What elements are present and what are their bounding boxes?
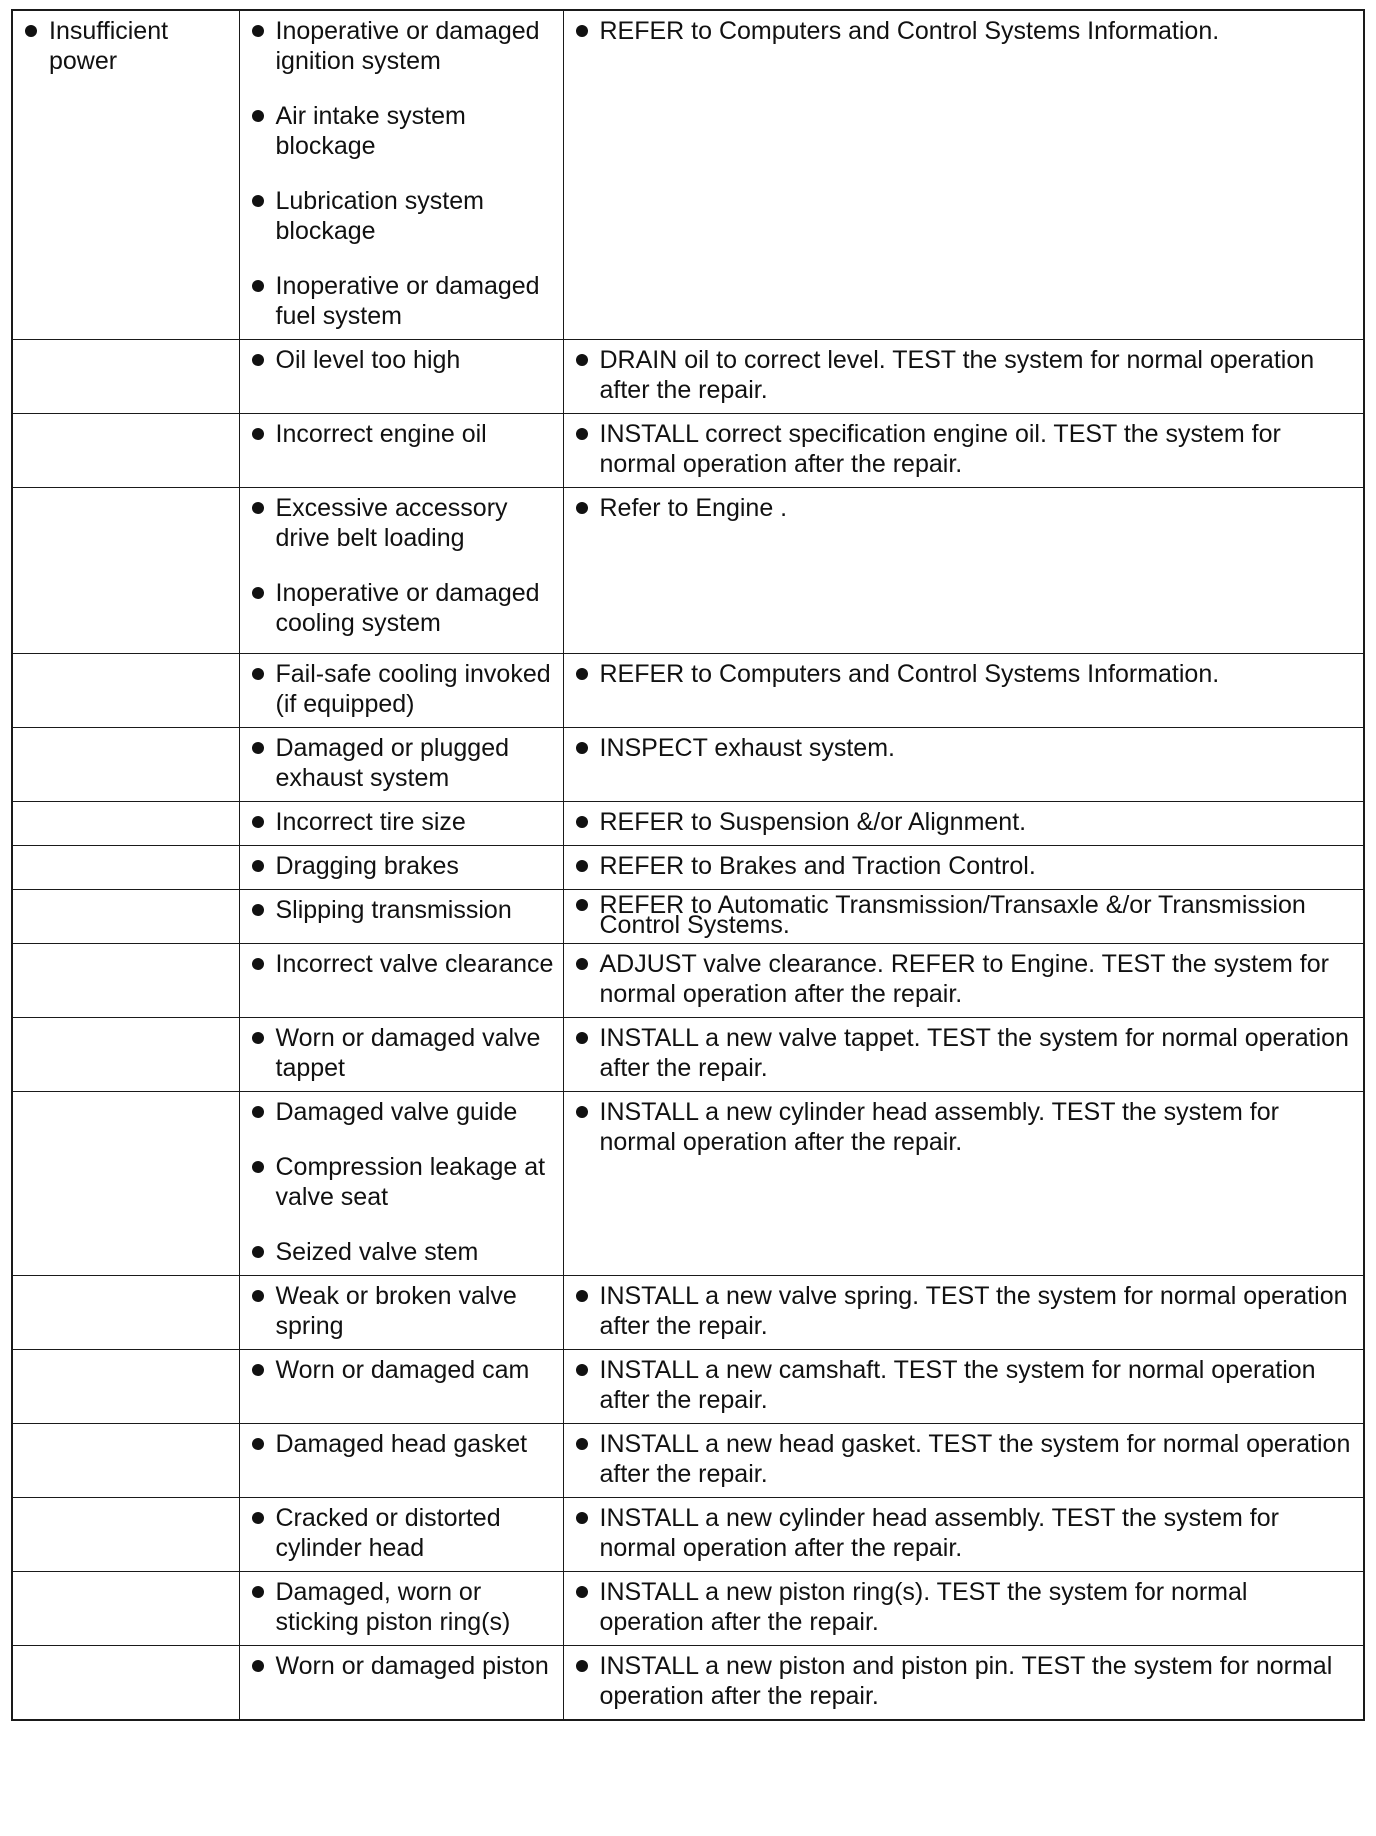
symptom-cell (12, 488, 239, 654)
bullet-icon (252, 587, 264, 599)
action-item (572, 493, 1356, 523)
possible-source-cell (239, 1498, 563, 1572)
symptom-item (21, 16, 231, 76)
cause-item-text: Dragging brakes (275, 852, 459, 880)
cause-item (248, 733, 555, 793)
cause-item-text: Inoperative or damaged fuel system (275, 272, 540, 330)
cause-item-text: Incorrect tire size (275, 808, 466, 836)
cause-item (248, 1097, 555, 1127)
action-item (572, 1429, 1356, 1489)
action-cell (563, 1350, 1364, 1424)
cause-item (248, 1355, 555, 1385)
table-row (12, 1424, 1364, 1498)
cause-item (248, 271, 555, 331)
symptom-chart-body (12, 10, 1364, 1720)
table-row (12, 1572, 1364, 1646)
bullet-icon (576, 1438, 588, 1450)
symptom-cell (12, 728, 239, 802)
cause-item-text: Incorrect valve clearance (275, 950, 554, 978)
action-item (572, 1281, 1356, 1341)
action-item (572, 1023, 1356, 1083)
table-row (12, 1498, 1364, 1572)
possible-source-cell (239, 846, 563, 890)
action-item (572, 733, 1356, 763)
cause-item-text: Damaged head gasket (275, 1430, 528, 1458)
cause-item-text: Oil level too high (275, 346, 461, 374)
bullet-icon (252, 354, 264, 366)
bullet-icon (252, 1438, 264, 1450)
table-row (12, 10, 1364, 340)
bullet-icon (252, 904, 264, 916)
action-item (572, 1503, 1356, 1563)
action-cell (563, 1276, 1364, 1350)
possible-source-cell (239, 802, 563, 846)
cause-item-text: Seized valve stem (275, 1238, 479, 1266)
action-item-text: ADJUST valve clearance. REFER to Engine. TEST the system for normal operation after the repair. (599, 950, 1329, 1008)
bullet-icon (252, 1032, 264, 1044)
action-item-text: REFER to Suspension &/or Alignment. (599, 808, 1027, 836)
bullet-icon (576, 1106, 588, 1118)
action-item-text: INSTALL a new cylinder head assembly. TEST the system for normal operation after the repair. (599, 1098, 1279, 1156)
cause-item (248, 949, 555, 979)
cause-item (248, 16, 555, 76)
symptom-cell (12, 340, 239, 414)
bullet-icon (576, 354, 588, 366)
action-cell (563, 654, 1364, 728)
action-item-text: DRAIN oil to correct level. TEST the system for normal operation after the repair. (599, 346, 1315, 404)
table-row (12, 944, 1364, 1018)
action-item-text: INSTALL correct specification engine oil. TEST the system for normal operation after the repair. (599, 420, 1281, 478)
table-row (12, 1092, 1364, 1276)
possible-source-cell (239, 1424, 563, 1498)
symptom-cell (12, 1646, 239, 1721)
symptom-cell (12, 890, 239, 944)
bullet-icon (576, 1512, 588, 1524)
cause-item (248, 578, 555, 638)
bullet-icon (252, 1161, 264, 1173)
symptom-cell (12, 1572, 239, 1646)
possible-source-cell (239, 1092, 563, 1276)
bullet-icon (576, 25, 588, 37)
table-row (12, 340, 1364, 414)
action-item (572, 16, 1356, 46)
cause-item-text: Worn or damaged piston (275, 1652, 549, 1680)
bullet-icon (252, 742, 264, 754)
cause-item-text: Fail-safe cooling invoked (if equipped) (275, 660, 551, 718)
bullet-icon (576, 1032, 588, 1044)
symptom-cell (12, 1018, 239, 1092)
cause-item-text: Damaged valve guide (275, 1098, 518, 1126)
cause-item (248, 1152, 555, 1212)
bullet-icon (252, 1512, 264, 1524)
action-item-text: REFER to Automatic Transmission/Transaxle &/or Transmission Control Systems. (599, 891, 1306, 939)
action-cell (563, 802, 1364, 846)
bullet-icon (576, 860, 588, 872)
cause-item (248, 345, 555, 375)
cause-item-text: Lubrication system blockage (275, 187, 484, 245)
possible-source-cell (239, 944, 563, 1018)
possible-source-cell (239, 414, 563, 488)
cause-item (248, 659, 555, 719)
bullet-icon (576, 958, 588, 970)
bullet-icon (252, 110, 264, 122)
symptom-cell (12, 1276, 239, 1350)
action-item-text: REFER to Brakes and Traction Control. (599, 852, 1036, 880)
table-row (12, 1018, 1364, 1092)
possible-source-cell (239, 728, 563, 802)
action-cell (563, 10, 1364, 340)
cause-item (248, 1429, 555, 1459)
bullet-icon (252, 195, 264, 207)
action-item (572, 659, 1356, 689)
action-item-text: INSTALL a new valve tappet. TEST the system for normal operation after the repair. (599, 1024, 1349, 1082)
action-cell (563, 728, 1364, 802)
bullet-icon (25, 25, 37, 37)
bullet-icon (252, 1290, 264, 1302)
symptom-item-text: Insufficient power (49, 17, 169, 75)
possible-source-cell (239, 488, 563, 654)
action-cell (563, 414, 1364, 488)
action-item-text: REFER to Computers and Control Systems Information. (599, 17, 1220, 45)
action-cell (563, 890, 1364, 944)
bullet-icon (252, 280, 264, 292)
action-cell (563, 846, 1364, 890)
bullet-icon (252, 25, 264, 37)
cause-item (248, 493, 555, 553)
symptom-cell (12, 654, 239, 728)
cause-item (248, 1577, 555, 1637)
symptom-chart-table (11, 9, 1365, 1721)
bullet-icon (252, 1364, 264, 1376)
action-item-text: REFER to Computers and Control Systems Information. (599, 660, 1220, 688)
cause-item-text: Air intake system blockage (275, 102, 466, 160)
cause-item (248, 895, 555, 925)
cause-item-text: Damaged, worn or sticking piston ring(s) (275, 1578, 511, 1636)
cause-item-text: Compression leakage at valve seat (275, 1153, 546, 1211)
cause-item (248, 1503, 555, 1563)
table-row (12, 728, 1364, 802)
action-item (572, 1651, 1356, 1711)
possible-source-cell (239, 654, 563, 728)
symptom-cell (12, 10, 239, 340)
symptom-cell (12, 944, 239, 1018)
cause-item-text: Slipping transmission (275, 896, 512, 924)
bullet-icon (252, 816, 264, 828)
possible-source-cell (239, 1276, 563, 1350)
cause-item-text: Worn or damaged cam (275, 1356, 530, 1384)
bullet-icon (576, 816, 588, 828)
cause-item (248, 851, 555, 881)
action-item-text: Refer to Engine . (599, 494, 788, 522)
cause-item-text: Inoperative or damaged cooling system (275, 579, 540, 637)
table-row (12, 414, 1364, 488)
action-item (572, 807, 1356, 837)
bullet-icon (252, 668, 264, 680)
action-cell (563, 340, 1364, 414)
possible-source-cell (239, 1646, 563, 1721)
action-cell (563, 1424, 1364, 1498)
action-item (572, 891, 1356, 939)
bullet-icon (252, 428, 264, 440)
possible-source-cell (239, 1018, 563, 1092)
symptom-cell (12, 846, 239, 890)
bullet-icon (252, 1660, 264, 1672)
cause-item (248, 1023, 555, 1083)
bullet-icon (576, 1364, 588, 1376)
bullet-icon (576, 899, 588, 911)
action-item-text: INSTALL a new piston and piston pin. TEST the system for normal operation after the repair. (599, 1652, 1333, 1710)
symptom-cell (12, 1350, 239, 1424)
cause-item-text: Weak or broken valve spring (275, 1282, 517, 1340)
bullet-icon (252, 860, 264, 872)
symptom-cell (12, 1498, 239, 1572)
bullet-icon (576, 668, 588, 680)
bullet-icon (252, 502, 264, 514)
bullet-icon (576, 1290, 588, 1302)
bullet-icon (576, 742, 588, 754)
action-item (572, 851, 1356, 881)
action-cell (563, 488, 1364, 654)
action-item (572, 949, 1356, 1009)
cause-item-text: Cracked or distorted cylinder head (275, 1504, 501, 1562)
symptom-cell (12, 802, 239, 846)
action-cell (563, 944, 1364, 1018)
action-item (572, 1355, 1356, 1415)
possible-source-cell (239, 340, 563, 414)
table-row (12, 1276, 1364, 1350)
bullet-icon (252, 1106, 264, 1118)
cause-item (248, 1651, 555, 1681)
bullet-icon (576, 428, 588, 440)
cause-item-text: Incorrect engine oil (275, 420, 487, 448)
table-row (12, 890, 1364, 944)
cause-item (248, 807, 555, 837)
cause-item-text: Worn or damaged valve tappet (275, 1024, 541, 1082)
cause-item (248, 186, 555, 246)
symptom-cell (12, 1424, 239, 1498)
table-row (12, 846, 1364, 890)
cause-item-text: Excessive accessory drive belt loading (275, 494, 508, 552)
action-item-text: INSTALL a new piston ring(s). TEST the system for normal operation after the repair. (599, 1578, 1248, 1636)
action-item (572, 345, 1356, 405)
bullet-icon (576, 1660, 588, 1672)
bullet-icon (576, 1586, 588, 1598)
action-cell (563, 1498, 1364, 1572)
action-item-text: INSTALL a new cylinder head assembly. TEST the system for normal operation after the repair. (599, 1504, 1279, 1562)
action-item (572, 1577, 1356, 1637)
cause-item-text: Damaged or plugged exhaust system (275, 734, 509, 792)
table-row (12, 654, 1364, 728)
cause-item (248, 101, 555, 161)
table-row (12, 802, 1364, 846)
action-cell (563, 1646, 1364, 1721)
possible-source-cell (239, 1350, 563, 1424)
action-item-text: INSTALL a new valve spring. TEST the system for normal operation after the repair. (599, 1282, 1348, 1340)
bullet-icon (252, 1246, 264, 1258)
table-row (12, 488, 1364, 654)
cause-item (248, 1281, 555, 1341)
cause-item (248, 1237, 555, 1267)
symptom-cell (12, 414, 239, 488)
action-cell (563, 1018, 1364, 1092)
action-cell (563, 1572, 1364, 1646)
cause-item-text: Inoperative or damaged ignition system (275, 17, 540, 75)
action-item-text: INSTALL a new head gasket. TEST the system for normal operation after the repair. (599, 1430, 1351, 1488)
table-row (12, 1646, 1364, 1721)
action-item (572, 419, 1356, 479)
bullet-icon (576, 502, 588, 514)
symptom-cell (12, 1092, 239, 1276)
action-item-text: INSPECT exhaust system. (599, 734, 895, 762)
action-item-text: INSTALL a new camshaft. TEST the system for normal operation after the repair. (599, 1356, 1316, 1414)
action-cell (563, 1092, 1364, 1276)
cause-item (248, 419, 555, 449)
possible-source-cell (239, 1572, 563, 1646)
bullet-icon (252, 1586, 264, 1598)
possible-source-cell (239, 10, 563, 340)
bullet-icon (252, 958, 264, 970)
action-item (572, 1097, 1356, 1157)
possible-source-cell (239, 890, 563, 944)
table-row (12, 1350, 1364, 1424)
